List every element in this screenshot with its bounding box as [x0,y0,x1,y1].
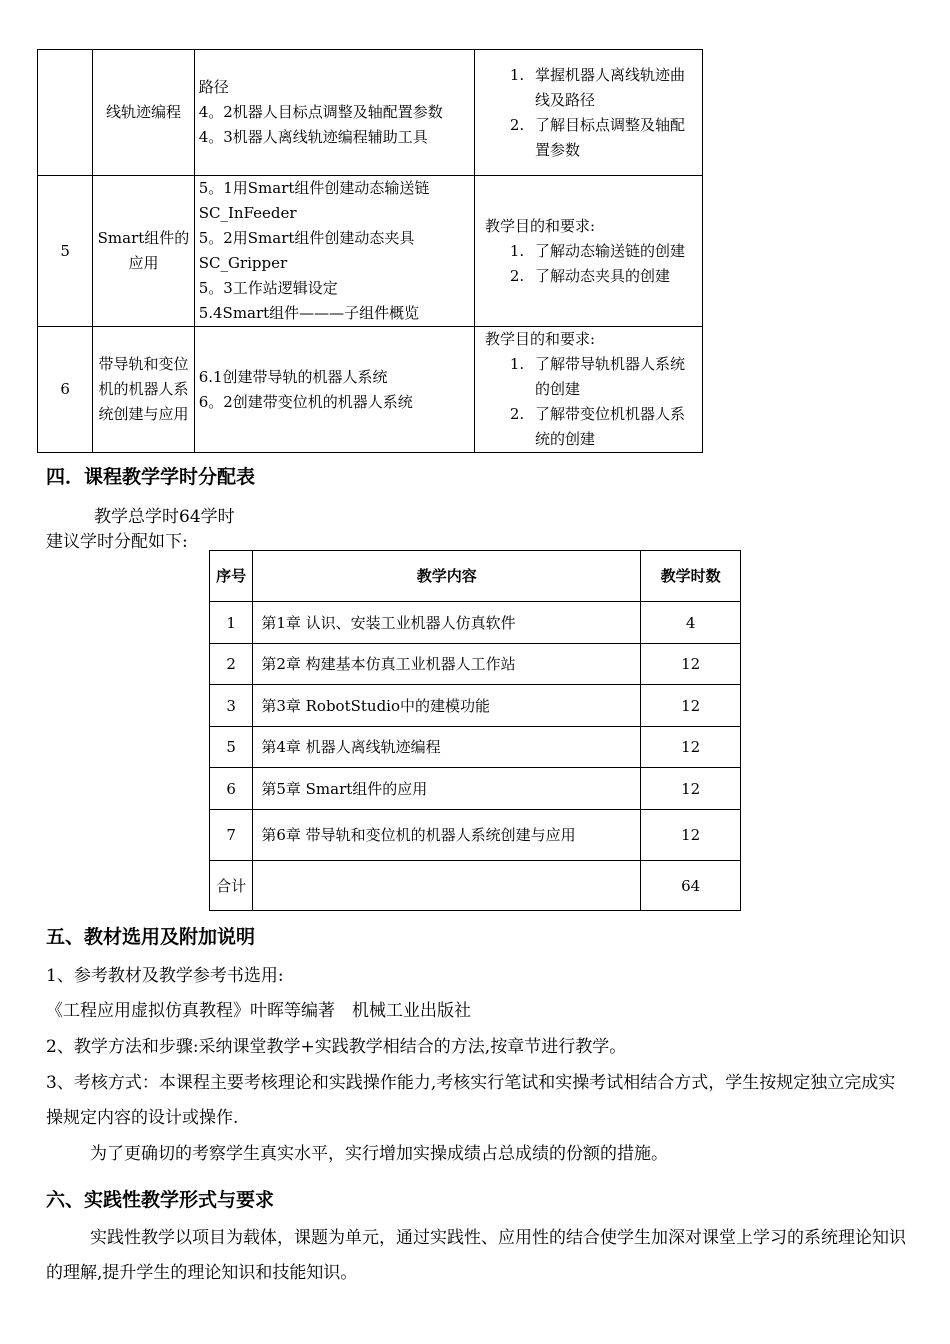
goal-list [479,239,698,289]
row-hours: 12 [641,810,741,861]
row-hours: 4 [641,602,741,644]
goal-item: 1. 了解带导轨机器人系统的创建 [529,352,698,402]
table-row [38,327,703,453]
chapter-goals [474,327,702,453]
row-number: 3 [210,685,253,727]
table-row [210,768,741,810]
chapter-goals [474,50,702,176]
goal-heading: 教学目的和要求: [484,216,595,235]
chapter-goals [474,176,702,327]
content-line: 路径 [198,78,229,96]
content-line: 5.4Smart组件———子组件概览 [198,304,420,322]
row-content: 第2章 构建基本仿真工业机器人工作站 [253,644,641,685]
content-line: 5。2用Smart组件创建动态夹具SC_Gripper [198,229,415,272]
chapter-title: 带导轨和变位机的机器人系统创建与应用 [93,327,194,453]
row-hours: 12 [641,768,741,810]
content-line: 5。1用Smart组件创建动态输送链SC_InFeeder [198,179,430,222]
row-number: 合计 [210,861,253,911]
paragraph: 3、考核方式：本课程主要考核理论和实践操作能力,考核实行笔试和实操考试相结合方式，学生按规定独立完成实操规定内容的设计或操作. [46,1073,896,1128]
content-line: 6。2创建带变位机的机器人系统 [198,392,413,411]
table-row [210,861,741,911]
section-heading: 四．课程教学学时分配表 [46,466,256,488]
paragraph: 为了更确切的考察学生真实水平，实行增加实操成绩占总成绩的份额的措施。 [90,1144,668,1164]
header-cell: 教学内容 [253,551,641,602]
chapter-title: 线轨迹编程 [93,50,194,176]
goal-item: 1. 了解动态输送链的创建 [529,239,698,264]
row-hours: 12 [641,685,741,727]
goal-item: 1. 掌握机器人离线轨迹曲线及路径 [529,63,698,113]
paragraph: 2、教学方法和步骤:采纳课堂教学+实践教学相结合的方法,按章节进行教学。 [46,1037,627,1057]
content-line: 4。3机器人离线轨迹编程辅助工具 [198,128,428,146]
table-row [210,602,741,644]
goal-list [479,63,698,163]
content-line: 5。3工作站逻辑设定 [198,279,338,297]
goal-heading: 教学目的和要求: [484,330,595,348]
content-line: 4。2机器人目标点调整及轴配置参数 [198,103,443,121]
total-hours-text: 教学总学时64学时 [94,507,235,527]
row-hours: 12 [641,727,741,768]
row-number: 7 [210,810,253,861]
goal-list [479,352,698,452]
table-row [210,685,741,727]
row-number: 6 [210,768,253,810]
paragraph: 实践性教学以项目为载体，课题为单元，通过实践性、应用性的结合使学生加深对课堂上学习的系统理论知识的理解,提升学生的理论知识和技能知识。 [46,1228,906,1283]
row-hours: 12 [641,644,741,685]
row-number: 2 [210,644,253,685]
suggest-text: 建议学时分配如下: [46,532,188,552]
row-content: 第3章 RobotStudio中的建模功能 [253,685,641,727]
row-hours: 64 [641,861,741,911]
hours-table [209,550,741,911]
chapter-content [194,176,474,327]
table-header-row [210,551,741,602]
row-number: 5 [210,727,253,768]
row-content [253,861,641,911]
chapter-number: 6 [38,327,93,453]
header-cell: 教学时数 [641,551,741,602]
row-content: 第5章 Smart组件的应用 [253,768,641,810]
row-content: 第4章 机器人离线轨迹编程 [253,727,641,768]
goal-item: 2. 了解目标点调整及轴配置参数 [529,113,698,163]
row-number: 1 [210,602,253,644]
chapter-number: 5 [38,176,93,327]
section-heading: 六、实践性教学形式与要求 [46,1189,275,1211]
table-row [210,727,741,768]
goal-item: 2. 了解带变位机机器人系统的创建 [529,402,698,452]
table-row [210,644,741,685]
goal-item: 2. 了解动态夹具的创建 [529,264,698,289]
row-content: 第6章 带导轨和变位机的机器人系统创建与应用 [253,810,641,861]
table-row [38,176,703,327]
chapter-number [38,50,93,176]
row-content: 第1章 认识、安装工业机器人仿真软件 [253,602,641,644]
content-line: 6.1创建带导轨的机器人系统 [198,367,388,386]
header-cell: 序号 [210,551,253,602]
table-row [38,50,703,176]
section-heading: 五、教材选用及附加说明 [46,926,256,948]
table-row [210,810,741,861]
chapter-title: Smart组件的应用 [93,176,194,327]
paragraph: 《工程应用虚拟仿真教程》叶晖等编著 机械工业出版社 [46,1001,471,1021]
chapter-content [194,327,474,453]
chapter-content [194,50,474,176]
paragraph: 1、参考教材及教学参考书选用: [46,966,284,986]
chapter-table [37,49,703,453]
